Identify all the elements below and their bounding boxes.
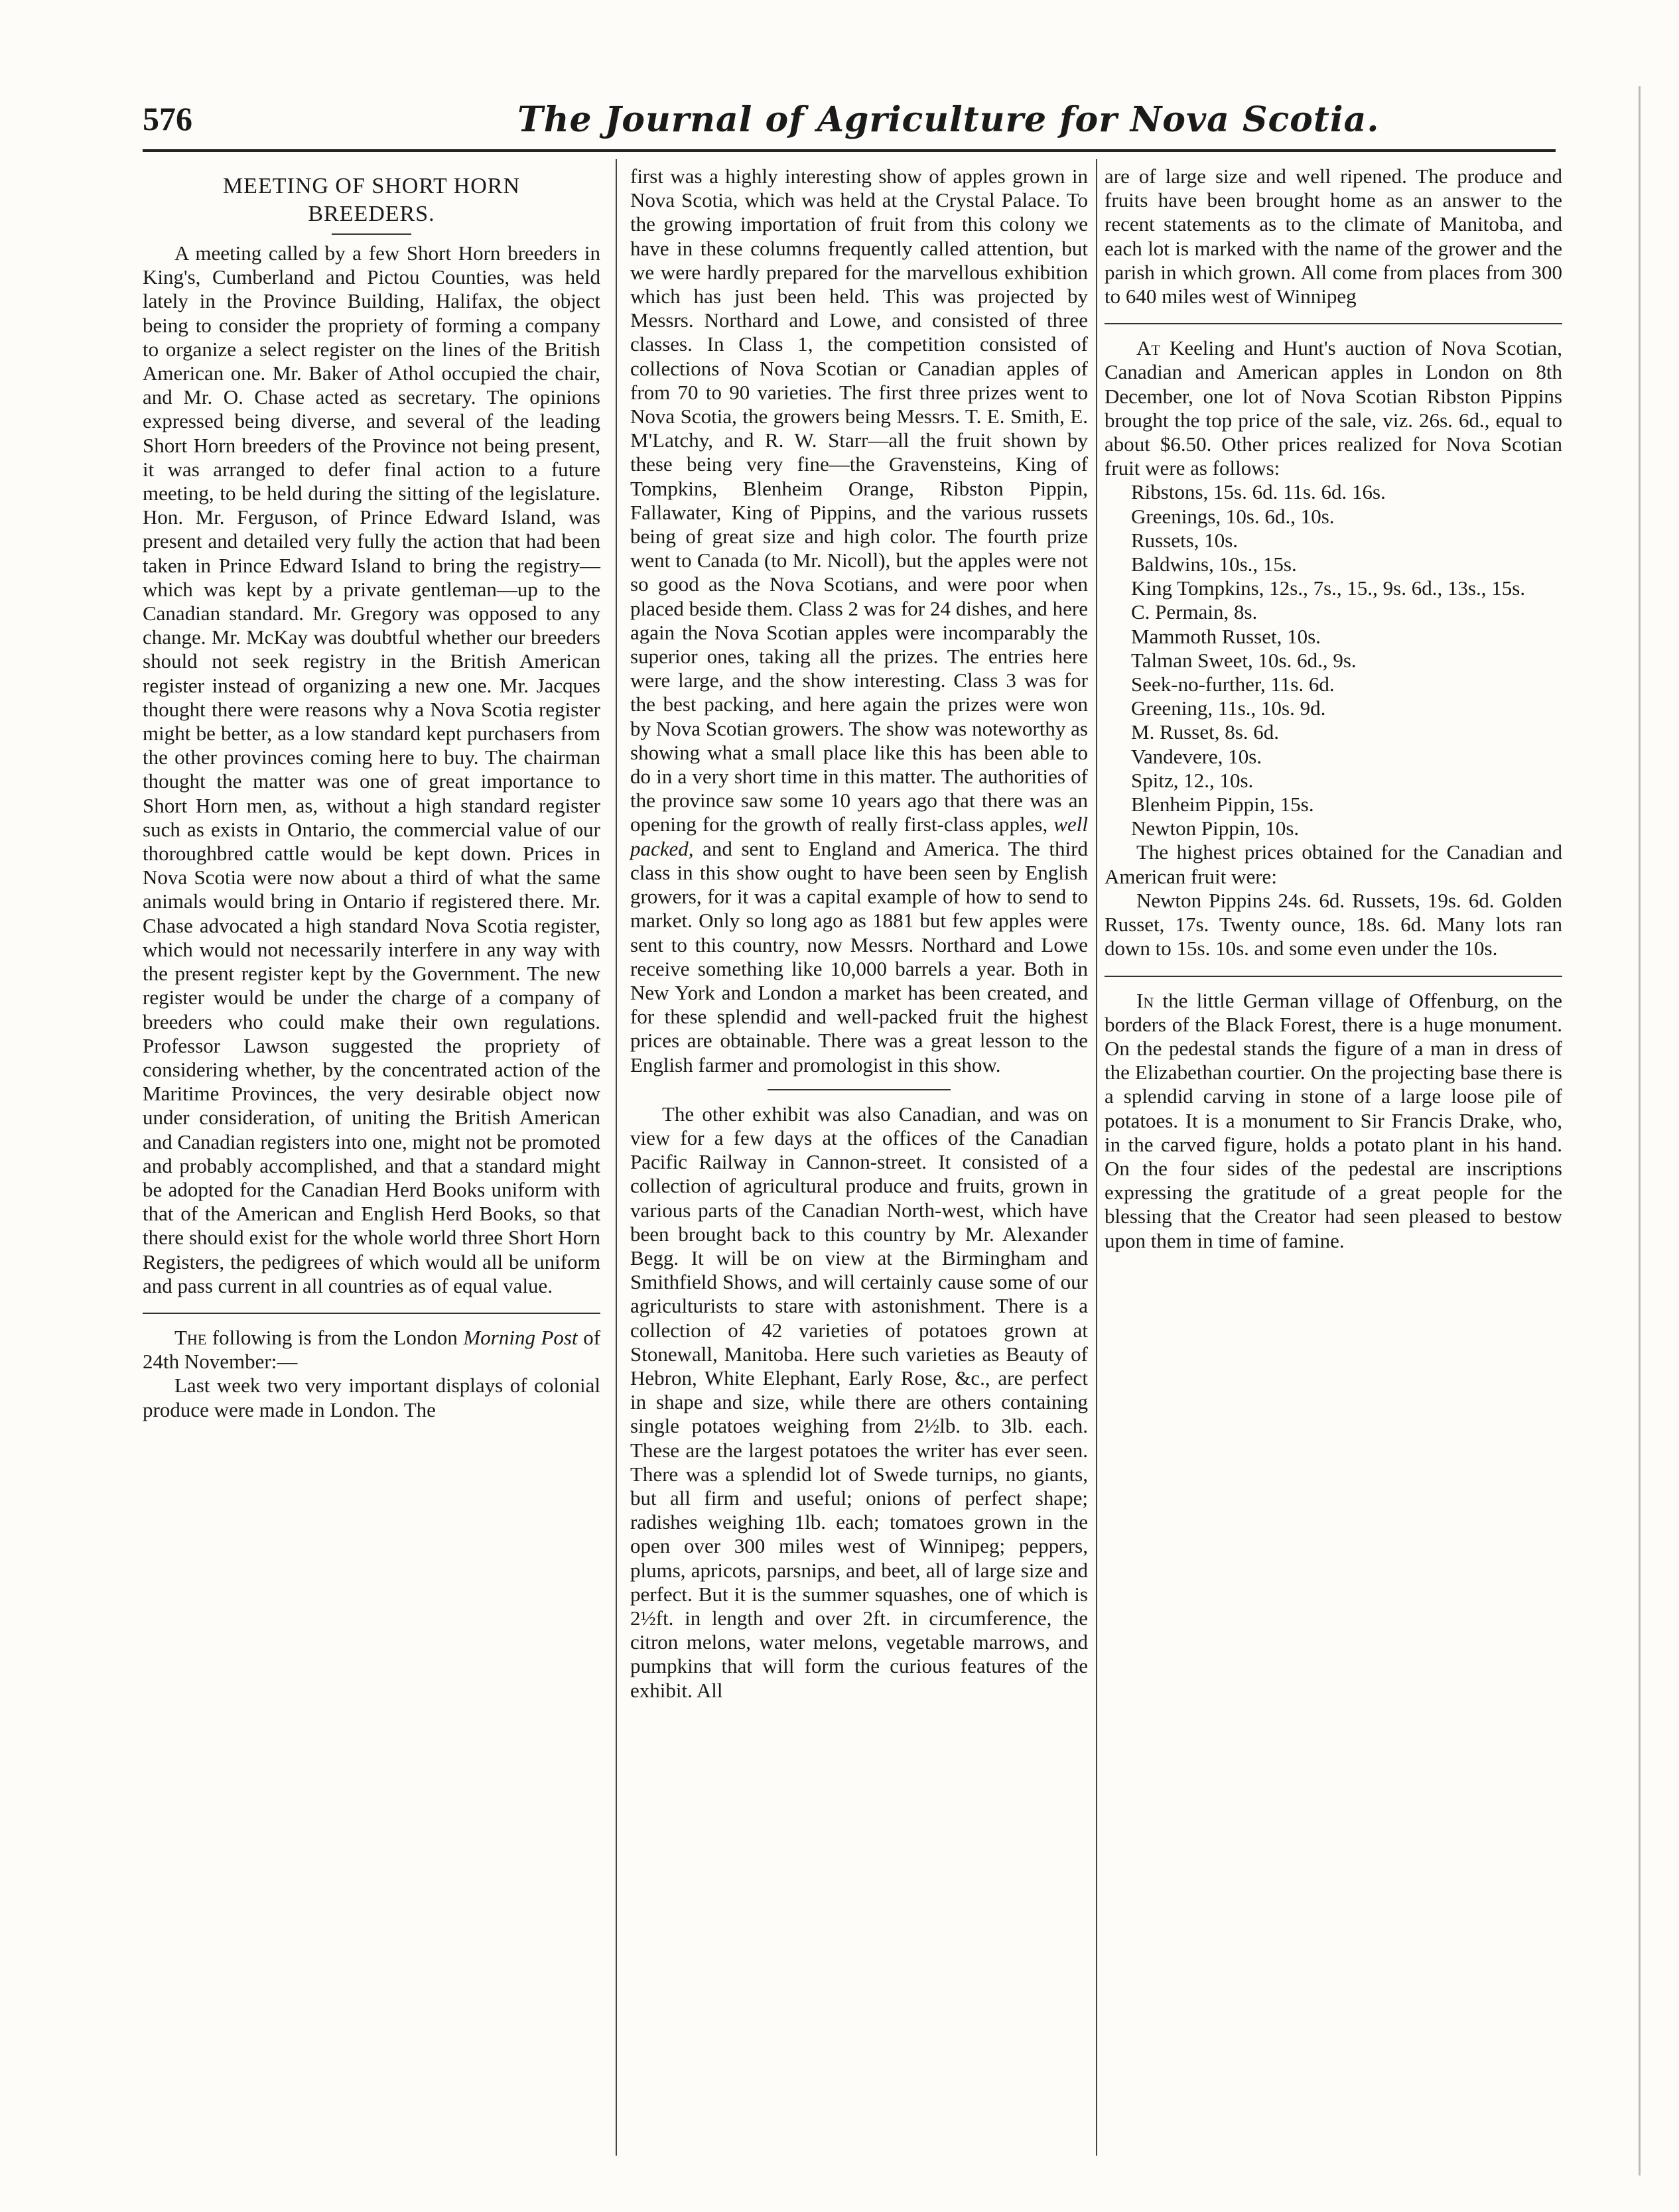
price-item: M. Russet, 8s. 6d. bbox=[1131, 720, 1280, 744]
para-italic: well packed, bbox=[630, 813, 1088, 860]
canadian-exhibit-start: The other exhibit was also Canadian, and was on view for a few days at the offices of the Canadian Pacific Railway in Cannon-street. It consisted of a collection of agricultural produce and fruits, grown in various parts of the Canadian North-west, which have been brought back to this country by Mr. Alexander Begg. It will be on view at the Birmingham and Smithfield Shows, and will certainly cause some of our agriculturists to stare with astonishment. There is a collection of 42 varieties of potatoes grown at Stonewall, Manitoba. Here such varieties as Beauty of Hebron, White Elephant, Early Rose, &c., are perfect in shape and size, while there are others containing single potatoes weighing from 2½lb. to 3lb. each. These are the largest potatoes the writer has ever seen. There was a splendid lot of Swede turnips, no giants, but all firm and useful; onions of perfect shape; radishes weighing 1lb. each; tomatoes grown in the open over 300 miles west of Winnipeg; peppers, plums, apricots, parsnips, and beet, all of large size and perfect. But it is the summer squashes, one of which is 2½ft. in length and over 2ft. in circumference, the citron melons, water melons, vegetable marrows, and pumpkins that will form the curious features of the exhibit. All bbox=[630, 1102, 1088, 1702]
price-item: King Tompkins, 12s., 7s., 15., 9s. 6d., 13s., 15s. bbox=[1131, 576, 1526, 600]
column-divider-2 bbox=[1096, 159, 1097, 2156]
price-item: Spitz, 12., 10s. bbox=[1131, 768, 1254, 792]
column-3 bbox=[1105, 164, 1562, 1253]
column-divider-1 bbox=[616, 159, 617, 2156]
section-rule bbox=[768, 1089, 951, 1090]
lead-word: The bbox=[174, 1325, 207, 1349]
price-item: Baldwins, 10s., 15s. bbox=[1131, 553, 1297, 576]
price-item: Talman Sweet, 10s. 6d., 9s. bbox=[1131, 648, 1357, 672]
price-item: Newton Pippin, 10s. bbox=[1131, 816, 1300, 840]
heading-line-1: MEETING OF SHORT HORN bbox=[222, 174, 521, 198]
american-prices: Newton Pippins 24s. 6d. Russets, 19s. 6d. Golden Russet, 17s. Twenty ounce, 18s. 6d. Many lots ran down to 15s. 10s. and some even under the 10s. bbox=[1105, 888, 1562, 960]
page-edge bbox=[1639, 86, 1641, 2176]
price-item: Blenheim Pippin, 15s. bbox=[1131, 793, 1314, 816]
drake-body: the little German village of Offenburg, on the borders of the Black Forest, there is a huge monument. On the pedestal stands the figure of a man in dress of the Elizabethan courtier. On the projecting base there is a splendid carving in stone of a large loose pile of potatoes. It is a monument to Sir Francis Drake, who, in the carved figure, holds a potato plant in his hand. On the four sides of the pedestal are inscriptions expressing the gratitude of a great people for the blessing that the Creator had seen pleased to bestow upon them in time of famine. bbox=[1105, 988, 1562, 1252]
page-number: 576 bbox=[143, 100, 192, 137]
short-horn-body: A meeting called by a few Short Horn breeders in King's, Cumberland and Pictou Counties, was held lately in the Province Building, Halifax, the object being to consider the propriety of forming a company to organize a select register on the lines of the British American one. Mr. Baker of Athol occupied the chair, and Mr. O. Chase acted as secretary. The opinions expressed being diverse, and several of the leading Short Horn breeders of the Province not being present, it was arranged to defer final action to a future meeting, to be held during the sitting of the legislature. Hon. Mr. Ferguson, of Prince Edward Island, was present and detailed very fully the action that had been taken in Prince Edward Island to bring the registry—which was kept by a private gentleman—up to the Canadian standard. Mr. Gregory was opposed to any change. Mr. McKay was doubtful whether our breeders should not seek registry in the British American register instead of organizing a new one. Mr. Jacques thought there were reasons why a Nova Scotia register might be better, as a low standard kept purchasers from the other provinces coming here to buy. The chairman thought the matter was one of great importance to Short Horn men, as, without a high standard register such as exists in Ontario, the commercial value of our thoroughbred cattle would be kept down. Prices in Nova Scotia were now about a third of what the same animals would bring in Ontario if registered there. Mr. Chase advocated a high standard Nova Scotia register, which would not necessarily interfere in any way with the present register kept by the Government. The new register would be under the charge of a company of breeders who could make their own regulations. Professor Lawson suggested the propriety of considering whether, by the concentrated action of the Maritime Provinces, the very desirable object now under consideration, of uniting the British American and Canadian registers into one, might not be promoted and probably accomplished, and that a standard might be adopted for the Canadian Herd Books uniform with that of the American and English Herd Books, so that there should exist for the whole world three Short Horn Registers, the pedigrees of which would all be uniform and pass current in all countries as of equal value. bbox=[143, 241, 600, 1297]
article-heading-short-horn bbox=[143, 172, 600, 228]
price-item: Greenings, 10s. 6d., 10s. bbox=[1131, 504, 1335, 528]
lead-word: In bbox=[1136, 988, 1154, 1012]
section-rule bbox=[143, 1313, 600, 1314]
lead-word: At bbox=[1136, 336, 1160, 360]
price-item: Seek-no-further, 11s. 6d. bbox=[1131, 673, 1335, 696]
heading-line-2: BREEDERS. bbox=[308, 202, 435, 226]
morning-post-para-1-cont: first was a highly interesting show of apples grown in Nova Scotia, which was held at the Crystal Palace. To the growing importation of fruit from this colony we have in these columns frequently called attention, but we were hardly prepared for the marvellous exhibition which has just been held. This was projected by Messrs. Northard and Lowe, and consisted of three classes. In Class 1, the competition consisted of collections of Nova Scotian or Canadian apples of from 70 to 90 varieties. The first three prizes went to Nova Scotia, the growers being Messrs. T. E. Smith, E. M'Latchy, and R. W. Starr—all the fruit shown by these being very fine—the Gravensteins, King of Tompkins, Blenheim Orange, Ribston Pippin, Fallawater, King of Pippins, and the various russets being of great size and high color. The fourth prize went to Canada (to Mr. Nicoll), but the apples were not so good as the Nova Scotians, and were poor when placed beside them. Class 2 was for 24 dishes, and here again the Nova Scotian apples were incomparably the superior ones, taking all the prizes. The entries here were large, and the show interesting. Class 3 was for the best packing, and here again the prizes were won by Nova Scotian growers. The show was noteworthy as showing what a small place like this has been able to do in a very short time in this matter. The authorities of the province saw some 10 years ago that there was an opening for the growth of really first-class apples, well packed, and sent to England and America. The third class in this show ought to have been seen by English growers, for it was a capital example of how to send to market. Only so long ago as 1881 but few apples were sent to this country, now Messrs. Northard and Lowe receive something like 10,000 barrels a year. Both in New York and London a market has been created, and for these splendid and well-packed fruit the highest prices are obtainable. There was a great lesson to the English farmer and promologist in this show. bbox=[630, 164, 1088, 1076]
intro-italic: Morning Post bbox=[463, 1325, 578, 1349]
price-item: Vandevere, 10s. bbox=[1131, 744, 1262, 768]
heading-rule bbox=[332, 233, 411, 235]
journal-title: The Journal of Agriculture for Nova Scotia. bbox=[517, 99, 1380, 140]
price-item: Ribstons, 15s. 6d. 11s. 6d. 16s. bbox=[1131, 480, 1386, 504]
drake-monument bbox=[1105, 989, 1562, 1253]
auction-intro-text: Keeling and Hunt's auction of Nova Scotian, Canadian and American apples in London on 8th December, one lot of Nova Scotian Ribston Pippins brought the top price of the sale, viz. 26s. 6d., equal to about $6.50. Other prices realized for Nova Scotian fruit were as follows: bbox=[1105, 336, 1563, 480]
column-2 bbox=[630, 164, 1088, 1703]
intro-pre: following is from the London bbox=[212, 1325, 458, 1349]
american-intro: The highest prices obtained for the Canadian and American fruit were: bbox=[1105, 840, 1562, 888]
header-rule bbox=[143, 149, 1556, 152]
canadian-exhibit-cont: are of large size and well ripened. The produce and fruits have been brought home as an answer to the recent statements as to the climate of Manitoba, and each lot is marked with the name of the grower and the parish in which grown. All come from places from 300 to 640 miles west of Winnipeg bbox=[1105, 164, 1562, 308]
section-rule bbox=[1105, 323, 1562, 324]
price-item: C. Permain, 8s. bbox=[1131, 600, 1258, 624]
morning-post-para-1-start: Last week two very important displays of colonial produce were made in London. The bbox=[143, 1374, 600, 1421]
price-item: Mammoth Russet, 10s. bbox=[1131, 624, 1321, 648]
price-item: Russets, 10s. bbox=[1131, 528, 1239, 552]
morning-post-intro bbox=[143, 1326, 600, 1374]
section-rule bbox=[1105, 976, 1562, 977]
column-1 bbox=[143, 164, 600, 1422]
price-list bbox=[1105, 480, 1562, 840]
auction-intro bbox=[1105, 336, 1562, 480]
intro-post: of 24th November:— bbox=[143, 1325, 601, 1374]
price-item: Greening, 11s., 10s. 9d. bbox=[1131, 696, 1326, 720]
